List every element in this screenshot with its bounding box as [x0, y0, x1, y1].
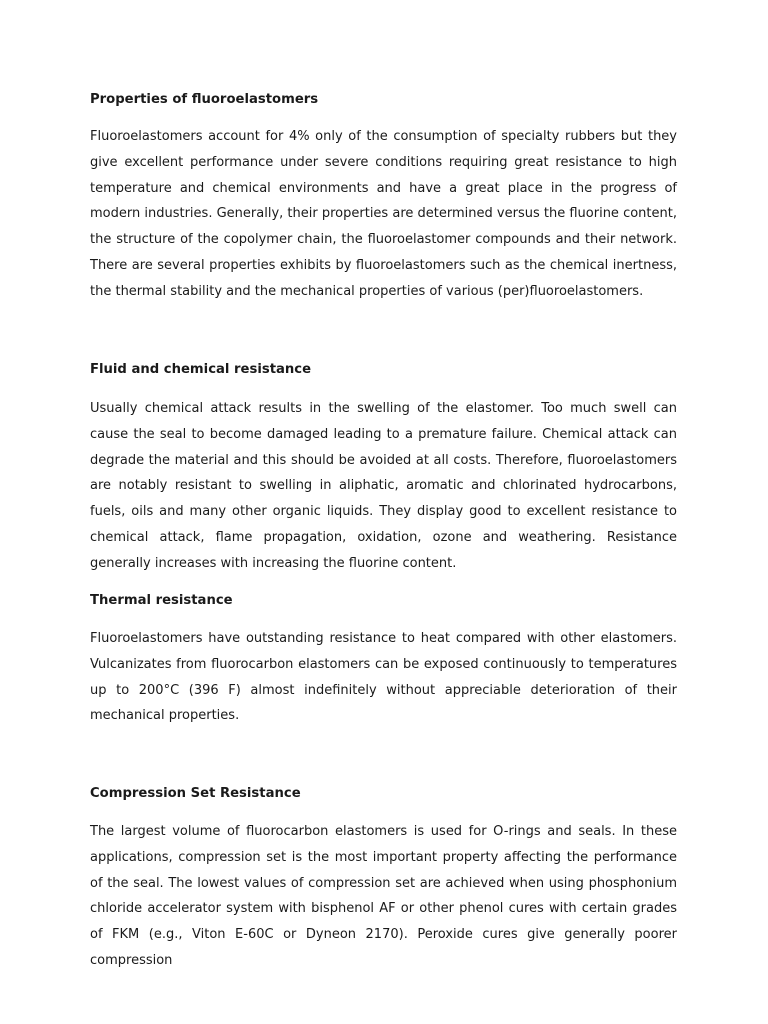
- section-body-fluid-chemical-resistance: Usually chemical attack results in the swelling of the elastomer. Too much swell can cause the seal to become damaged leading to a premature failure. Chemical attack can degrade the material and this should be avoided at all costs. Therefore, fluoroelastomers are notably resistant to swelling in aliphatic, aromatic and chlorinated hydrocarbons, fuels, oils and many other organic liquids. They display good to excellent resistance to chemical attack, flame propagation, oxidation, ozone and weathering. Resistance generally increases with increasing the fluorine content.: [90, 401, 677, 571]
- section-body-properties: Fluoroelastomers account for 4% only of the consumption of specialty rubbers but they give excellent performance under severe conditions requiring great resistance to high temperature and chemical environments and have a great place in the progress of modern industries. Generally, their properties are determined versus the fluorine content, the structure of the copolymer chain, the fluoroelastomer compounds and their network. There are several properties exhibits by fluoroelastomers such as the chemical inertness, the thermal stability and the mechanical properties of various (per)fluoroelastomers.: [90, 129, 677, 299]
- section-heading-fluid-chemical-resistance: Fluid and chemical resistance: [90, 362, 312, 377]
- section-body-compression-set-resistance: The largest volume of fluorocarbon elastomers is used for O-rings and seals. In these applications, compression set is the most important property affecting the performance of the seal. The lowest values of compression set are achieved when using phosphonium chloride accelerator system with bisphenol AF or other phenol cures with certain grades of FKM (e.g., Viton E-60C or Dyneon 2170). Peroxide cures give generally poorer compression: [90, 824, 677, 968]
- section-heading-compression-set-resistance: Compression Set Resistance: [90, 786, 301, 801]
- section-heading-properties: Properties of fluoroelastomers: [90, 92, 319, 107]
- section-body-thermal-resistance: Fluoroelastomers have outstanding resistance to heat compared with other elastomers. Vulcanizates from fluorocarbon elastomers can be exposed continuously to temperatures up to 200°C (396 F) almost indefinitely without appreciable deterioration of their mechanical properties.: [90, 631, 677, 724]
- section-heading-thermal-resistance: Thermal resistance: [90, 593, 233, 608]
